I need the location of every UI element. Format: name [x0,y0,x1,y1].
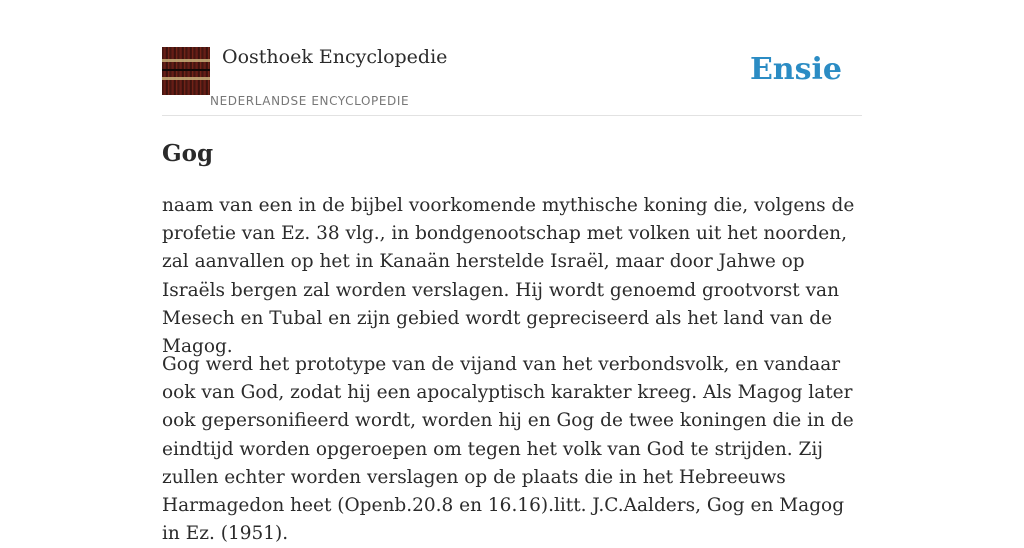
page-container [162,0,862,545]
book-band [162,59,210,62]
source-avatar[interactable] [162,47,210,95]
source-subtitle: NEDERLANDSE ENCYCLOPEDIE [210,94,410,108]
shelf-line [162,69,210,71]
source-header [162,0,862,116]
brand-logo[interactable]: Ensie [749,52,842,87]
entry-paragraph: naam van een in de bijbel voorkomende mythische koning die, volgens de profetie van Ez. 38 vlg., in bondgenootschap met volken uit het noorden, zal aanvallen op het in Kanaän herstelde Israël, maar door Jahwe op Israëls bergen zal worden verslagen. Hij wordt genoemd grootvorst van Mesech en Tubal en zijn gebied wordt gepreciseerd als het land van de Magog. [162,195,855,358]
entry-paragraph: Gog werd het prototype van de vijand van het verbondsvolk, en vandaar ook van God, zodat hij een apocalyptisch karakter kreeg. Als Magog later ook gepersonifieerd wordt, worden hij en Gog de twee koningen die in de eindtijd worden opgeroepen om tegen het volk van God te strijden. Zij zullen echter worden verslagen op de plaats die in het Hebreeuws Harmagedon heet (Openb.20.8 en 16.16).litt. J.C.Aalders, Gog en Magog in Ez. (1951). [162,354,854,545]
book-band [162,77,210,80]
bookshelf-image [162,47,210,95]
source-title[interactable]: Oosthoek Encyclopedie [222,46,448,68]
entry-title: Gog [162,140,214,167]
